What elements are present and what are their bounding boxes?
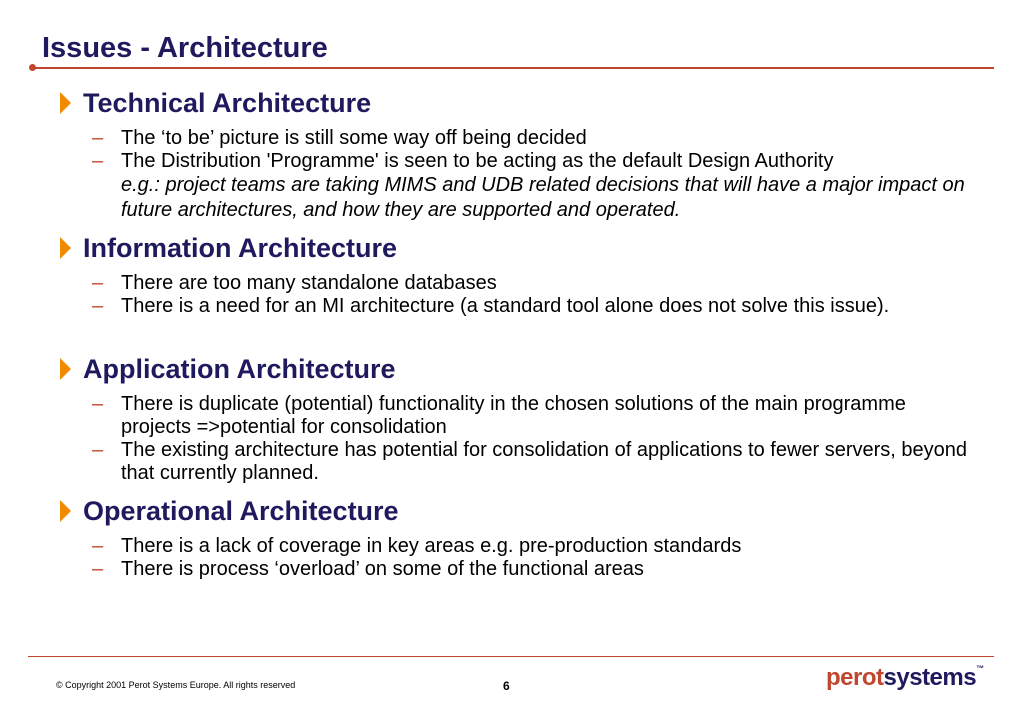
dash-bullet-icon: – xyxy=(92,150,104,172)
list-item-italic-note: e.g.: project teams are taking MIMS and UDB related decisions that will have a major impact on future architectures, and how they are supported and operated. xyxy=(121,174,965,221)
list-item-text: The Distribution 'Programme' is seen to be acting as the default Design Authority xyxy=(121,150,834,172)
section-heading: Information Architecture xyxy=(83,233,398,263)
section-items xyxy=(54,393,984,485)
triangle-bullet-icon xyxy=(60,237,71,259)
triangle-bullet-icon xyxy=(60,92,71,114)
list-item-text: There is a need for an MI architecture (a standard tool alone does not solve this issue). xyxy=(121,295,890,317)
triangle-bullet-icon xyxy=(60,358,71,380)
list-item-text: The existing architecture has potential for consolidation of applications to fewer servers, beyond that currently planned. xyxy=(121,439,968,484)
logo-text-part1: perot xyxy=(826,664,884,691)
page-number: 6 xyxy=(503,679,510,693)
footer-rule xyxy=(28,656,994,657)
section-heading: Operational Architecture xyxy=(83,496,399,526)
dash-bullet-icon: – xyxy=(92,127,104,149)
list-item-text: The ‘to be’ picture is still some way off being decided xyxy=(121,127,587,149)
list-item-text: There are too many standalone databases xyxy=(121,272,497,294)
list-item xyxy=(54,127,971,150)
trademark-symbol: ™ xyxy=(976,664,984,673)
section-heading: Technical Architecture xyxy=(83,88,372,118)
list-item xyxy=(54,295,971,318)
list-item-text: There is process ‘overload’ on some of the functional areas xyxy=(121,558,644,580)
dash-bullet-icon: – xyxy=(92,393,104,415)
title-rule xyxy=(34,67,994,69)
section-items xyxy=(54,127,984,223)
dash-bullet-icon: – xyxy=(92,535,104,557)
list-item xyxy=(54,272,971,295)
dash-bullet-icon: – xyxy=(92,272,104,294)
section-items xyxy=(54,535,984,581)
list-item-text: There is a lack of coverage in key areas e.g. pre-production standards xyxy=(121,535,742,557)
dash-bullet-icon: – xyxy=(92,295,104,317)
dash-bullet-icon: – xyxy=(92,439,104,461)
copyright-text: © Copyright 2001 Perot Systems Europe. All rights reserved xyxy=(56,680,296,690)
dash-bullet-icon: – xyxy=(92,558,104,580)
section-heading: Application Architecture xyxy=(83,354,396,384)
logo-text-part2: systems xyxy=(883,664,977,691)
list-item-text: There is duplicate (potential) functionality in the chosen solutions of the main programme projects =>potential for consolidation xyxy=(121,393,906,438)
list-item xyxy=(54,150,971,223)
list-item xyxy=(54,535,971,558)
list-item xyxy=(54,393,971,439)
slide-title: Issues - Architecture xyxy=(42,32,328,64)
section-items xyxy=(54,272,984,318)
triangle-bullet-icon xyxy=(60,500,71,522)
list-item xyxy=(54,558,971,581)
company-logo xyxy=(826,664,984,692)
list-item xyxy=(54,439,971,485)
